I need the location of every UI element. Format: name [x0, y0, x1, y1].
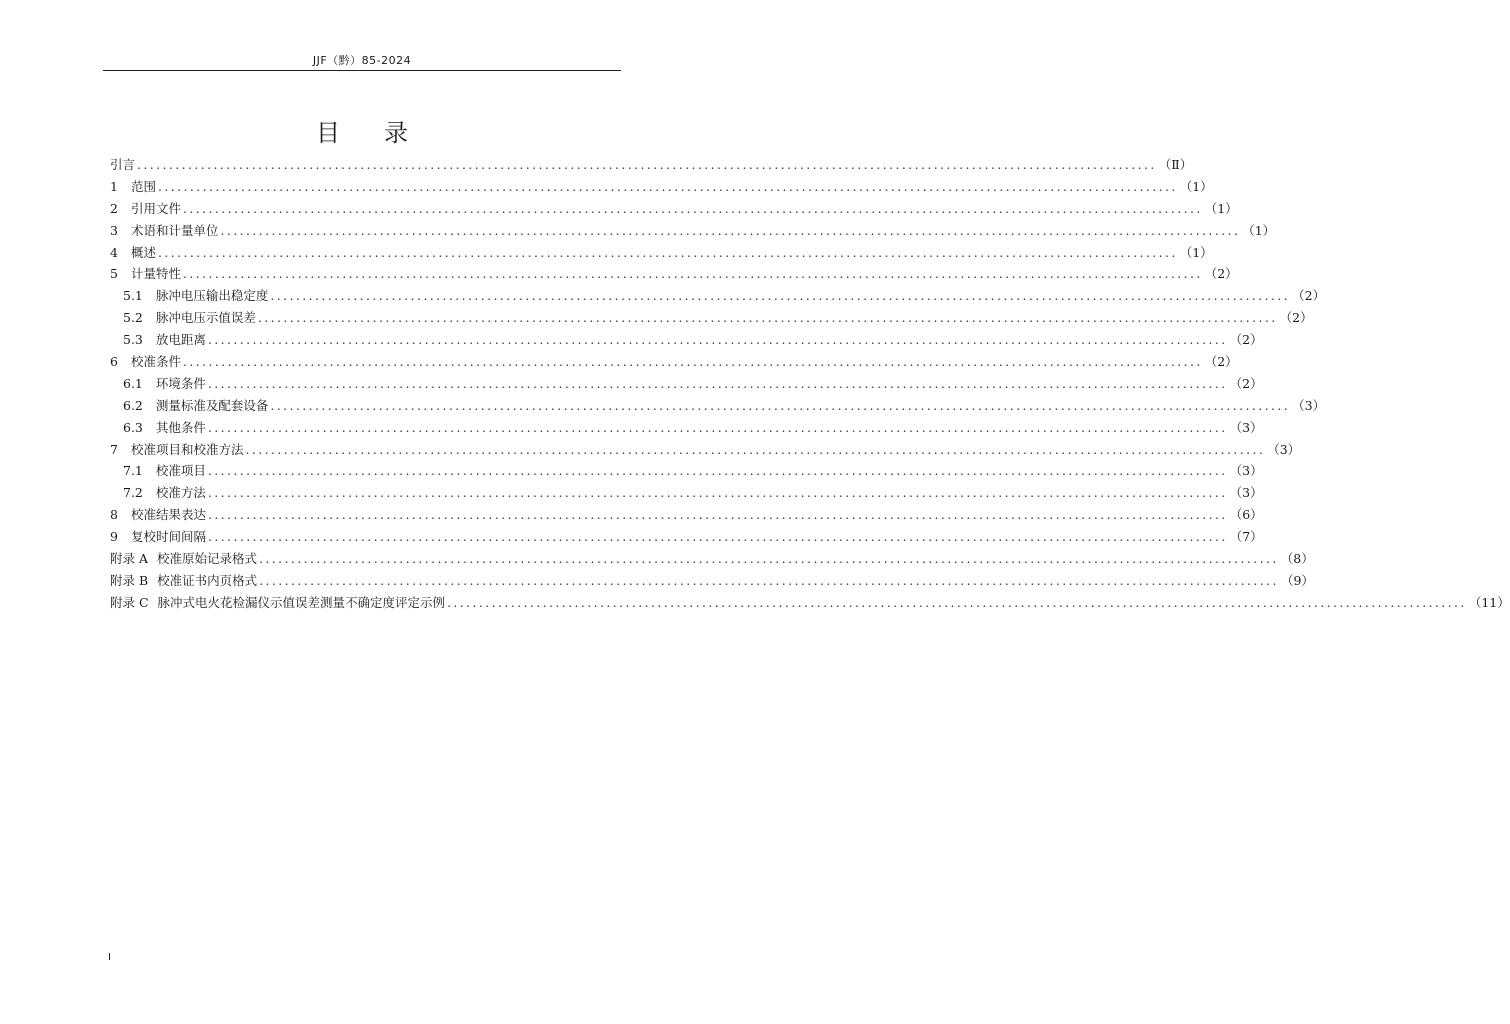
- toc-entry-page: （3）: [1267, 441, 1301, 457]
- toc-entry-page: （9）: [1280, 572, 1314, 588]
- toc-entry-label: 校准项目和校准方法: [130, 441, 244, 457]
- toc-leader-dots: ................................................................................................................................................................: [207, 485, 1228, 501]
- toc-entry-number: 7: [110, 441, 118, 457]
- toc-leader-dots: ................................................................................................................................................................: [137, 157, 1157, 172]
- toc-entry-page: （8）: [1280, 551, 1314, 567]
- toc-entry-page: （11）: [1468, 594, 1510, 610]
- toc-entry-number: 6.3: [123, 419, 143, 435]
- toc-entry-number: 1: [110, 178, 118, 194]
- toc-entry-number: 8: [110, 507, 118, 523]
- toc-entry-number: 4: [110, 244, 118, 260]
- toc-leader-dots: ................................................................................................................................................................: [207, 419, 1228, 435]
- table-of-contents: [110, 155, 1510, 615]
- toc-entry-number: 5.1: [123, 288, 143, 304]
- toc-leader-dots: ................................................................................................................................................................: [447, 594, 1467, 610]
- toc-leader-dots: ................................................................................................................................................................: [207, 529, 1228, 545]
- toc-entry[interactable]: [110, 286, 1326, 308]
- toc-entry-number: 2: [110, 200, 118, 216]
- toc-leader-dots: ................................................................................................................................................................: [182, 354, 1203, 370]
- toc-entry-page: （3）: [1292, 397, 1326, 413]
- page-number: I: [108, 952, 111, 963]
- toc-entry-number: 5: [110, 266, 118, 282]
- toc-entry-page: （Ⅱ）: [1158, 157, 1193, 172]
- toc-entry[interactable]: [110, 549, 1314, 571]
- toc-entry[interactable]: [110, 571, 1314, 593]
- toc-entry-label: 测量标准及配套设备: [155, 397, 269, 413]
- toc-entry-label: 其他条件: [155, 419, 206, 435]
- toc-entry[interactable]: [110, 505, 1263, 527]
- toc-entry-number: 7.2: [123, 485, 143, 501]
- toc-entry-label: 引言: [110, 157, 136, 172]
- toc-leader-dots: ................................................................................................................................................................: [207, 463, 1228, 479]
- toc-entry-label: 复校时间间隔: [130, 529, 206, 545]
- toc-entry-label: 校准证书内页格式: [157, 572, 258, 588]
- toc-entry-label: 校准原始记录格式: [157, 551, 258, 567]
- toc-entry-page: （1）: [1242, 222, 1276, 238]
- toc-entry-number: 6: [110, 354, 118, 370]
- toc-entry-page: （3）: [1229, 463, 1263, 479]
- toc-entry-page: （7）: [1229, 529, 1263, 545]
- toc-entry-page: （2）: [1292, 288, 1326, 304]
- toc-entry-page: （3）: [1229, 419, 1263, 435]
- toc-leader-dots: ................................................................................................................................................................: [220, 222, 1241, 238]
- running-header: JJF（黔）85-2024: [312, 54, 412, 67]
- toc-entry-page: （2）: [1229, 332, 1263, 348]
- toc-entry-number: 7.1: [123, 463, 143, 479]
- toc-leader-dots: ................................................................................................................................................................: [259, 551, 1279, 567]
- toc-entry[interactable]: [110, 221, 1276, 243]
- toc-entry[interactable]: [110, 593, 1510, 615]
- toc-entry[interactable]: [110, 308, 1313, 330]
- toc-entry-number: 6.2: [123, 397, 143, 413]
- toc-entry-page: （1）: [1179, 178, 1213, 194]
- toc-entry-number: 3: [110, 222, 118, 238]
- toc-leader-dots: ................................................................................................................................................................: [257, 310, 1278, 326]
- toc-entry-number: 附录 C: [110, 594, 149, 610]
- toc-entry[interactable]: [110, 374, 1263, 396]
- toc-leader-dots: ................................................................................................................................................................: [207, 507, 1228, 523]
- toc-entry-label: 放电距离: [155, 332, 206, 348]
- toc-entry-page: （2）: [1204, 354, 1238, 370]
- toc-entry[interactable]: [110, 461, 1263, 483]
- toc-leader-dots: ................................................................................................................................................................: [207, 375, 1228, 391]
- toc-entry-label: 术语和计量单位: [130, 222, 219, 238]
- toc-entry[interactable]: [110, 418, 1263, 440]
- toc-leader-dots: ................................................................................................................................................................: [157, 178, 1178, 194]
- toc-leader-dots: ................................................................................................................................................................: [270, 397, 1291, 413]
- toc-entry-number: 6.1: [123, 375, 143, 391]
- toc-entry-page: （1）: [1179, 244, 1213, 260]
- toc-entry-page: （1）: [1204, 200, 1238, 216]
- toc-entry-label: 范围: [130, 178, 156, 194]
- toc-entry[interactable]: [110, 243, 1213, 265]
- toc-entry-number: 5.3: [123, 332, 143, 348]
- header-rule: [103, 70, 621, 71]
- toc-entry-label: 校准方法: [155, 485, 206, 501]
- toc-entry-label: 引用文件: [130, 200, 181, 216]
- toc-entry-label: 计量特性: [130, 266, 181, 282]
- toc-entry[interactable]: [110, 330, 1263, 352]
- toc-entry-label: 概述: [130, 244, 156, 260]
- toc-entry[interactable]: [110, 483, 1263, 505]
- toc-leader-dots: ................................................................................................................................................................: [259, 572, 1279, 588]
- toc-entry-label: 校准结果表达: [130, 507, 206, 523]
- toc-leader-dots: ................................................................................................................................................................: [245, 441, 1266, 457]
- toc-entry[interactable]: [110, 440, 1301, 462]
- toc-entry[interactable]: [110, 199, 1238, 221]
- toc-entry-page: （2）: [1279, 310, 1313, 326]
- page-title: 目录: [316, 119, 452, 147]
- toc-entry-label: 脉冲式电火花检漏仪示值误差测量不确定度评定示例: [157, 594, 446, 610]
- toc-entry[interactable]: [110, 264, 1238, 286]
- toc-entry-page: （3）: [1229, 485, 1263, 501]
- toc-entry[interactable]: [110, 527, 1263, 549]
- toc-entry-number: 附录 B: [110, 572, 149, 588]
- toc-entry-label: 校准条件: [130, 354, 181, 370]
- toc-entry-number: 5.2: [123, 310, 143, 326]
- toc-leader-dots: ................................................................................................................................................................: [270, 288, 1291, 304]
- toc-leader-dots: ................................................................................................................................................................: [182, 266, 1203, 282]
- toc-entry[interactable]: [110, 396, 1326, 418]
- toc-entry-page: （2）: [1229, 375, 1263, 391]
- toc-entry-page: （6）: [1229, 507, 1263, 523]
- toc-entry[interactable]: [110, 352, 1238, 374]
- toc-entry-page: （2）: [1204, 266, 1238, 282]
- toc-entry-number: 附录 A: [110, 551, 149, 567]
- toc-entry[interactable]: [110, 155, 1193, 177]
- toc-entry-label: 脉冲电压输出稳定度: [155, 288, 269, 304]
- toc-entry-label: 校准项目: [155, 463, 206, 479]
- toc-leader-dots: ................................................................................................................................................................: [182, 200, 1203, 216]
- toc-leader-dots: ................................................................................................................................................................: [157, 244, 1178, 260]
- toc-entry-number: 9: [110, 529, 118, 545]
- toc-entry-label: 环境条件: [155, 375, 206, 391]
- toc-entry[interactable]: [110, 177, 1213, 199]
- toc-leader-dots: ................................................................................................................................................................: [207, 332, 1228, 348]
- toc-entry-label: 脉冲电压示值误差: [155, 310, 256, 326]
